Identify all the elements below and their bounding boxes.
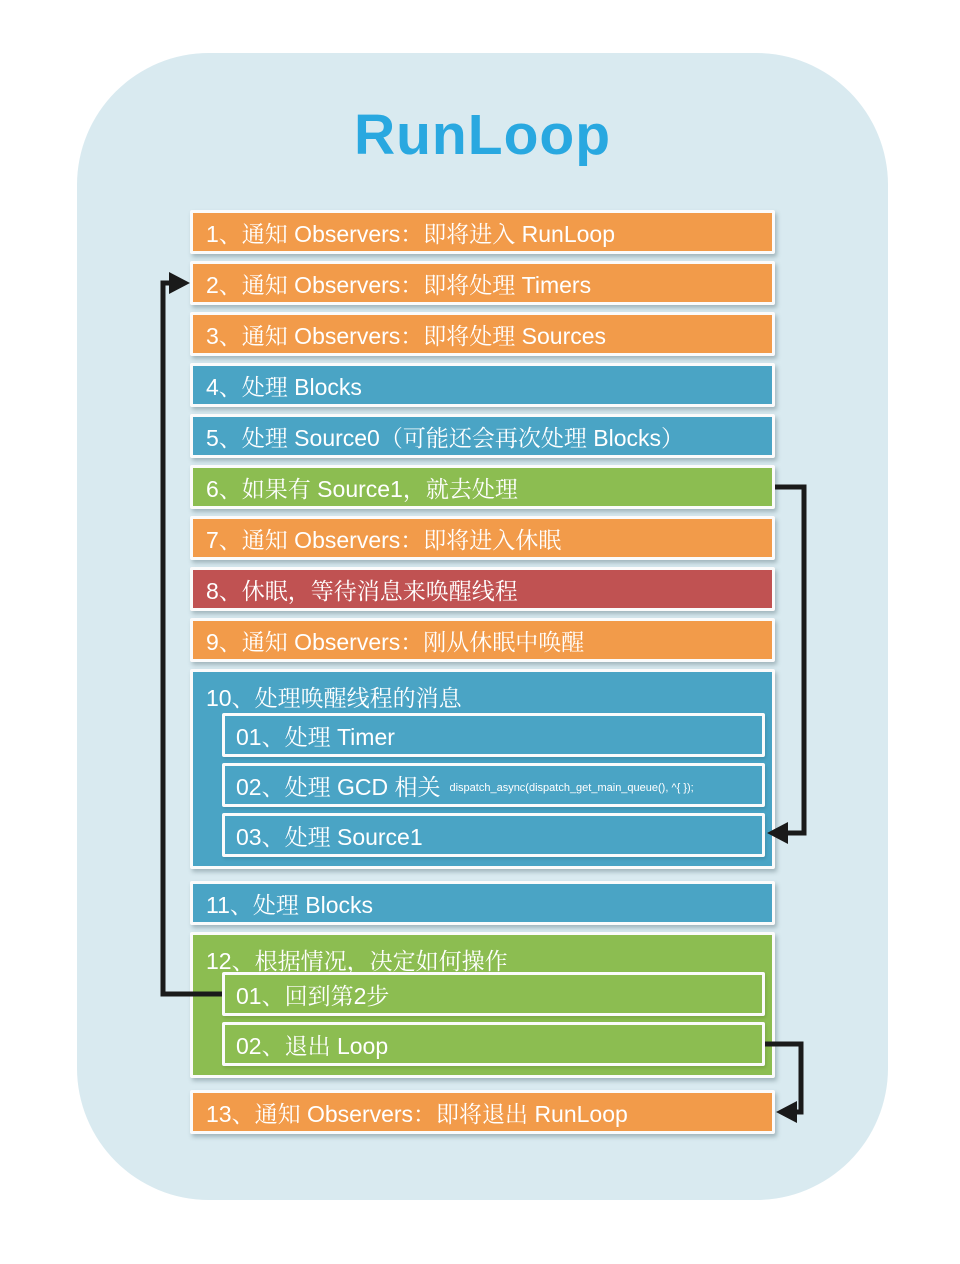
step-3-notify-process-sources [190,312,775,356]
step-10-process-wakeup-message-group [190,669,775,869]
step-12-label: 12、根据情况，决定如何操作 [206,948,508,974]
step-13-notify-exit-runloop [190,1090,775,1134]
step-12-sub-1-back-to-step-2 [222,972,765,1016]
step-12-decide-action-group [190,932,775,1078]
step-11-process-blocks [190,881,775,925]
step-10-sub-2-process-gcd [222,763,765,807]
step-7-notify-about-to-sleep [190,516,775,560]
diagram-title: RunLoop [353,103,612,167]
step-9-label: 9、通知 Observers：刚从休眠中唤醒 [206,628,585,655]
step-5-process-source0 [190,414,775,458]
step-10-sub-2-label: 02、处理 GCD 相关 [236,773,441,800]
step-12-sub-1-label: 01、回到第2步 [236,982,390,1009]
step-2-notify-process-timers [190,261,775,305]
step-4-label: 4、处理 Blocks [206,373,362,400]
step-12-sub-2-exit-loop [222,1022,765,1066]
step-6-label: 6、如果有 Source1，就去处理 [206,475,518,502]
gcd-code-snippet: dispatch_async(dispatch_get_main_queue(), ^{ }); [449,782,694,794]
step-8-label: 8、休眠，等待消息来唤醒线程 [206,577,518,604]
step-6-source1-check [190,465,775,509]
step-13-label: 13、通知 Observers：即将退出 RunLoop [206,1100,628,1127]
step-11-label: 11、处理 Blocks [206,891,374,918]
step-5-label: 5、处理 Source0（可能还会再次处理 Blocks） [206,424,684,451]
step-10-sub-1-process-timer [222,713,765,757]
step-4-process-blocks [190,363,775,407]
step-1-label: 1、通知 Observers：即将进入 RunLoop [206,220,616,247]
step-12-sub-2-label: 02、退出 Loop [236,1032,389,1059]
step-8-sleep-wait-message [190,567,775,611]
step-10-sub-3-process-source1 [222,813,765,857]
step-1-notify-enter-runloop [190,210,775,254]
step-10-sub-1-label: 01、处理 Timer [236,723,395,750]
step-2-label: 2、通知 Observers：即将处理 Timers [206,271,592,298]
step-7-label: 7、通知 Observers：即将进入休眠 [206,526,562,553]
step-10-label: 10、处理唤醒线程的消息 [206,685,462,711]
step-3-label: 3、通知 Observers：即将处理 Sources [206,322,607,349]
step-9-notify-woke-up [190,618,775,662]
step-10-sub-3-label: 03、处理 Source1 [236,823,423,850]
